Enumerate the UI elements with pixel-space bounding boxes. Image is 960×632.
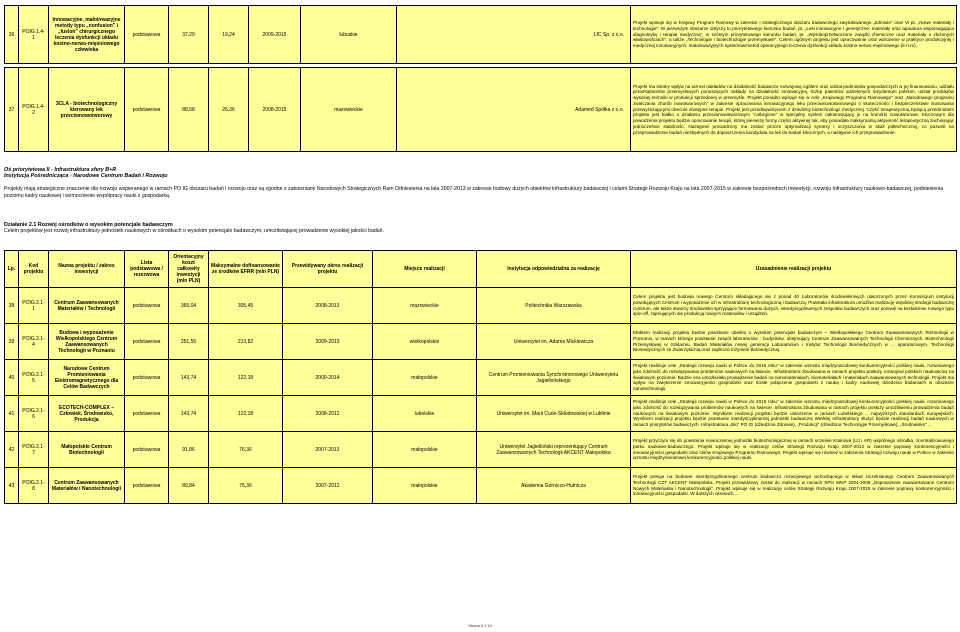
efrr-cell: 76,36: [209, 432, 283, 468]
code-cell: POIG.2.1-7: [19, 432, 49, 468]
location-cell: wielkopolskie: [373, 324, 477, 360]
lp-cell: 37: [5, 68, 19, 152]
col-header-list: Lista podstawowa / rezerwowa: [125, 251, 169, 288]
justification-cell: Projekt realizuje cele „Strategii rozwoju nauki w Polsce do 2015 roku" w zakresie wzrostu międzynarodowej konkurencyjności polskiej nauki, rozumianego jako zdolność do rozwiązywania problemów naukowych na świecie. Infrastruktura zbudowana w ramach projektu posłuży umożliwieniu prowadzenia badań naukowych na światowym poziomie. Wynikiem realizacji projektu będzie utworzenie w ramach Lubelskiego ... najwyższych standardach europejskich. Wynikiem realizacji projektu będzie powstanie interdyscyplinarnej jednostki badawczej Wielkiej Infrastruktury służyć będzie realizacji badań naukowych w ramach priorytetów badawczych. Infrastruktura „Bio" PO IG (dziedzina Zdrowie), „Produkcji" (dziedzina Technologie Przemysłowe), „Środowisko" ...: [631, 396, 957, 432]
project-name-cell: Centrum Zaawansowanych Materiałów i Technologii: [49, 288, 125, 324]
project-name-cell: ECOTECH-COMPLEX – Człowiek, Środowisko, Produkcja: [49, 396, 125, 432]
lp-cell: 39: [5, 324, 19, 360]
location-cell: mazowieckie: [373, 288, 477, 324]
col-header-code: Kod projektu: [19, 251, 49, 288]
list-cell: podstawowa: [125, 360, 169, 396]
col-header-location: Miejsce realizacji: [373, 251, 477, 288]
cost-cell: 88,68: [169, 68, 209, 152]
list-cell: podstawowa: [125, 288, 169, 324]
institution-cell: Uniwersytet Jagielloński reprezentujący Centrum Zaawansowanych Technologii AKCENT Małopolska: [477, 432, 631, 468]
institution-cell: Centrum Promieniowania Synchrotronowego Uniwersytetu Jagiellońskiego: [477, 360, 631, 396]
project-table-body: [5, 288, 957, 504]
cost-cell: 251,55: [169, 324, 209, 360]
location-cell: małopolskie: [373, 360, 477, 396]
lp-cell: 41: [5, 396, 19, 432]
lp-cell: 36: [5, 6, 19, 64]
col-header-period: Przewidywany okres realizacji projektu: [283, 251, 373, 288]
efrr-cell: 76,36: [209, 468, 283, 504]
project-name-cell: Małopolskie Centrum Biotechnologii: [49, 432, 125, 468]
code-cell: POIG.2.1-8: [19, 468, 49, 504]
justification-cell: Projekt wpisuje się w Krajowy Program Ramowy w zakresie I strategicznego obszaru badawczego zatytułowanego „Zdrowie" oraz VI pt. „Nowe materiały i technologie". W pierwszym obszarze dotyczy to priorytetowego kierunku badań, pt. „Leki innowacyjne i genetyczne; materiały oraz aparatura wspomagająca diagnostykę i terapię medyczną", w szóstym priorytetowego kierunku badań, pt. „Wysokoprzetworzone związki chemiczne oraz materiały o złożonych właściwościach", a także „Technologie i biotechnologie przemysłowe". Celem ogólnym projektu jest opracowanie oraz wdrożenie w praktyce produkcyjnej i medycznej innowacyjnych, małoinwazyjnych systemów/metod operacyjnego leczenia dysfunkcji układu kostno-nerwo-mięśniowego (k-n-m).: [631, 6, 957, 64]
list-cell: podstawowa: [125, 6, 169, 64]
table-row: [5, 68, 957, 152]
justification-cell: Projekt polega na budowie interdyscyplinarnego centrum badawczo rozwojowego wchodzącego w skład Uczelnianego Centrum Zaawansowanych Technologii CZT AKCENT Małopolska. Projekt przewidziany został do realizacji w ramach SPO WKP 2004-2006 „Doposażenie zaawansowane Centrum Nowych Materiałów i Nanotechnologii". Projekt wpisuje się w realizację celów Strategii Rozwoju Kraju 2007-2015 w zakresie poprawy konkurencyjności i innowacyjności gospodarki. W dalszych okresach ...: [631, 468, 957, 504]
code-cell: POIG.2.1-6: [19, 396, 49, 432]
efrr-cell: 122,18: [209, 396, 283, 432]
lp-cell: 42: [5, 432, 19, 468]
institution-cell: Uniwersytet im. Adama Mickiewicza: [477, 324, 631, 360]
table-header-row: [5, 251, 957, 288]
priority-description: Projekty mają strategiczne znaczenie dla rozwoju wspieranego w ramach PO IG obszaru badań i rozwoju oraz są zgodne z założeniami Narodowych Strategicznych Ram Odniesienia na lata 2007-2013 w zakresie budowy dużych obiektów infrastruktury badawczej i celami Strategii Rozwoju Kraju na lata 2007-2015 w zakresie bezpośrednich inwestycji, rozwoju infrastruktury naukowo-badawczej, podniesienia poziomu kadry naukowej i wzmocnienie współpracy nauki z gospodarką.: [4, 185, 944, 199]
lp-cell: 43: [5, 468, 19, 504]
period-cell: 2007-2012: [283, 468, 373, 504]
location-cell: mazowieckie: [301, 68, 397, 152]
institution-cell: Akademia Górniczo-Hutnicza: [477, 468, 631, 504]
table-row: [5, 360, 957, 396]
project-name-cell: Centrum Zaawansowanych Materiałów i Nanotechnologii: [49, 468, 125, 504]
list-cell: podstawowa: [125, 432, 169, 468]
institution-cell: Politechnika Warszawska: [477, 288, 631, 324]
period-cell: 2008-2012: [283, 396, 373, 432]
col-header-efrr: Maksymalne dofinansowanie ze środków EFRR (mln PLN): [209, 251, 283, 288]
project-name-cell: 3CLA - biotechnologiczny kierowany lek przeciwnowotworowy: [49, 68, 125, 152]
list-cell: podstawowa: [125, 468, 169, 504]
code-cell: POIG.1.4-2: [19, 68, 49, 152]
list-cell: podstawowa: [125, 324, 169, 360]
table-row: [5, 6, 957, 64]
col-header-institution: Instytucja odpowiedzialna za realizację: [477, 251, 631, 288]
institution-cell: Adamed Spółka z o.o.: [397, 68, 631, 152]
priority-section: [4, 167, 954, 200]
period-cell: 2009-2013: [283, 324, 373, 360]
cost-cell: 365,04: [169, 288, 209, 324]
cost-cell: 89,84: [169, 468, 209, 504]
code-cell: POIG.2.1-4: [19, 324, 49, 360]
priority-title: Oś priorytetowa II - Infrastruktura sfery B+R: [4, 167, 117, 173]
project-name-cell: Budowa i wyposażenie Wielkopolskiego Centrum Zaawansowanych Technologii w Poznaniu: [49, 324, 125, 360]
cost-cell: 37,29: [169, 6, 209, 64]
efrr-cell: 213,82: [209, 324, 283, 360]
table-row: [5, 432, 957, 468]
table-row: [5, 468, 957, 504]
code-cell: POIG.2.1-5: [19, 360, 49, 396]
project-table-continued-1: [4, 5, 957, 64]
project-name-cell: Narodowe Centrum Promieniowania Elektromagnetycznego dla Celów Badawczych: [49, 360, 125, 396]
period-cell: 2008-2013: [283, 288, 373, 324]
period-cell: 2007-2013: [283, 432, 373, 468]
lp-cell: 40: [5, 360, 19, 396]
action-section: [4, 222, 954, 235]
col-header-name: Nazwa projektu / zakres inwestycji: [49, 251, 125, 288]
efrr-cell: 26,36: [209, 68, 249, 152]
project-table: [4, 250, 957, 504]
table-row: [5, 324, 957, 360]
list-cell: podstawowa: [125, 396, 169, 432]
col-header-justification: Uzasadnienie realizacji projektu: [631, 251, 957, 288]
table-row: [5, 288, 957, 324]
justification-cell: Projekt realizuje cele „Strategii rozwoju nauki w Polsce do 2015 roku" w zakresie wzrostu międzynarodowej konkurencyjności polskiej nauki, rozumianego jako zdolność do rozwiązywania problemów naukowych na świecie. Infrastruktura zbudowana w ramach projektu posłuży rozwojowi polskich naukowców na światowym poziomie. Będzie ona umożliwiała prowadzenie badań na nanomateriałach, biomateriałach i materiałach zaawansowanych technologii. Projekt ma wpływ na zwiększenie innowacyjności gospodarki oraz ścisłe połączenie gospodarki z nauką i kadry naukowej dziedzina badaniach w obszarze nanotechnologii.: [631, 360, 957, 396]
col-header-cost: Orientacyjny koszt całkowity inwestycji (mln PLN): [169, 251, 209, 288]
efrr-cell: 19,24: [209, 6, 249, 64]
justification-cell: Celem projektu jest budowa nowego Centrum składającego się z ponad 40 Laboratoriów środowiskowych utworzonych przez Konsorcjum instytucji powołujących Centrum i wyposażenie ich w infrastrukturę technologiczną i badawczą. Powstała infrastruktura umożliwi realizację wspólnej strategii badawczej Centrum, ale także stworzy środowisko sprzyjające formowaniu dużych, interdyscyplinarnych zespołów badawczych oraz pozwoli na kształcenie nowego typu spin-off, zajmujących się produkcją nowych materiałów i urządzeń.: [631, 288, 957, 324]
cost-cell: 91,86: [169, 432, 209, 468]
priority-institution: Instytucja Pośrednicząca - Narodowe Centrum Badań i Rozwoju: [4, 173, 168, 180]
code-cell: POIG.1.4-1: [19, 6, 49, 64]
efrr-cell: 305,45: [209, 288, 283, 324]
page-number: Strona 5 z 14: [468, 623, 492, 628]
code-cell: POIG.2.1-1: [19, 288, 49, 324]
justification-cell: Projekt przyczyni się do powstania nowoczesnej jednostki biotechnologicznej w ramach uczelnie Krakowa (UJ i AR) wspólnego ośrodka, zcentralizowanego parku naukowo-badawczego. Projekt wpisuje się w realizację celów Strategii Rozwoju Kraju 2007-2013 w zakresie poprawy konkurencyjności i innowacyjności gospodarki oraz celów Krajowego Programu Ramowego. Projekt wpisuje się również w założenia Strategii rozwoju nauki w Polsce w zakresie wzrostu międzynarodowej konkurencyjności polskiej nauki.: [631, 432, 957, 468]
period-cell: 2009-2014: [283, 360, 373, 396]
efrr-cell: 122,18: [209, 360, 283, 396]
cost-cell: 143,74: [169, 360, 209, 396]
table-row: [5, 396, 957, 432]
location-cell: małopolskie: [373, 432, 477, 468]
justification-cell: Efektem realizacji projektu będzie powstanie obiektu o wysokim potencjale badawczym – Wielkopolskiego Centrum Zaawansowanych Technologii w Poznaniu, w ramach którego powstanie zespół laboratoriów - budynków, obejmujący Centrum Zaawansowanych Technologii Chemicznych, Biotechnologii Przemysłowej w Szklarniu, Badań Materiałów nowej generacji Laboratorium i Instytut Technologii Biomedycznych w ... aparaturowym, Technologii Biomedycznych ze Zwierzętarnią oraz zaplecze Inżynierii Biomedycznej.: [631, 324, 957, 360]
location-cell: lubelskie: [373, 396, 477, 432]
location-cell: lubuskie: [301, 6, 397, 64]
lp-cell: 38: [5, 288, 19, 324]
project-table-continued-2: [4, 67, 957, 152]
cost-cell: 143,74: [169, 396, 209, 432]
period-cell: 2009-2015: [249, 6, 301, 64]
col-header-lp: Lp.: [5, 251, 19, 288]
action-title: Działanie 2.1 Rozwój ośrodków o wysokim potencjale badawczym: [4, 222, 173, 228]
institution-cell: Uniwersytet im. Marii Curie-Skłodowskiej w Lublinie: [477, 396, 631, 432]
location-cell: małopolskie: [373, 468, 477, 504]
justification-cell: Projekt ma istotny wpływ na wzrost nakładów na działalność badawczo rozwojową ogółem oraz udział podmiotów gospodarczych w jej finansowaniu, udziału przedsiębiorstw przemysłowych ponoszących nakłady na działalność innowacyjną, liczbę patentów udzielonych rezydentom polskim, udział produktów wysokiej techniki w produkcji sprzedanej w przemyśle. Projekt ponadto wpisuje się w cele „Krajowego Programu Ramowego" oraz „Narodowego programu zwalczania chorób nowotworowych" w zakresie opracowania innowacyjnego leku przeciwnowotworowego o skuteczności i bezpieczeństwie stosowania przewyższającymi obecnie dostępne terapie. Projekt jest przedsięwzięciem z dziedziny biotechnologii medycznej. Część terapeutyczną będącą przedmiotem projektu jest białko o działaniu przeciwnowotworowym "cutbrgione" w specjalny system nakierowujący je na komórki nowotworowe. Kluczowym dla powodzenia projektu będzie opracowanie terapii, której pierwszy formy części aktywnej tak, aby posiadała maksymalną aktywność terapeutyczną zachowując jednocześnie stabilność. Następnie prowadzony ma zostać proces optymalizacji syntezy i oczyszczania w skali półtechnicznej, co pozwoli na przeprowadzenie badań niezbędnych do dopuszczenia kandydata na lek do badań klinicznych, a następnie ich przeprowadzenie.: [631, 68, 957, 152]
project-name-cell: Innowacyjne, małoinwazyjne metody typu „nonfusion" i „fusion" chirurgicznego leczenia dysfunkcji układu kostno-nerwo-mięśniowego człowieka: [49, 6, 125, 64]
list-cell: podstawowa: [125, 68, 169, 152]
institution-cell: LfC Sp. z o.o.: [397, 6, 631, 64]
action-description: Celem projektów jest rozwój infrastruktury jednostek naukowych w ośrodkach o wysokim potencjale badawczym, umożliwiającej prowadzenie wysokiej jakości badań.: [4, 228, 385, 235]
period-cell: 2008-2015: [249, 68, 301, 152]
